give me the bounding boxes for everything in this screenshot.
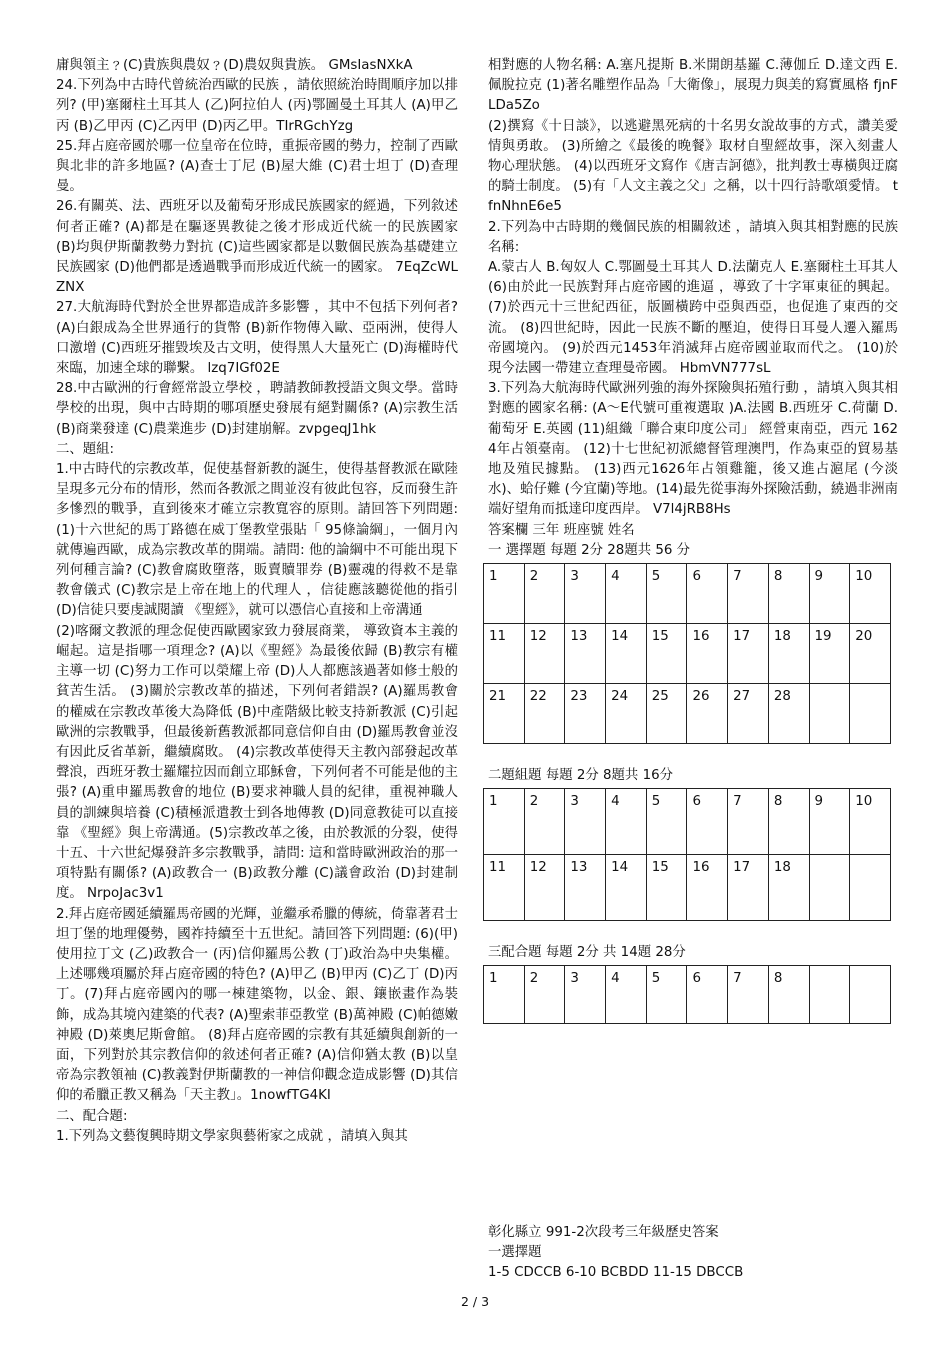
answer-cell[interactable]: 17 [728, 855, 769, 921]
left-paragraph: 1.下列為文藝復興時期文學家與藝術家之成就 ，請填入與其 [56, 1128, 408, 1144]
left-paragraph: 二、題組: [56, 441, 115, 457]
answer-cell[interactable]: 27 [728, 684, 769, 744]
answer-cell[interactable]: 3 [565, 789, 606, 855]
right-paragraph: 3.下列為大航海時代歐洲列強的海外探險與拓殖行動 ，請填入與其相對應的國家名稱: (A～E代號可重複選取 )A.法國 B.西班牙 C.荷蘭 D.葡萄牙 E.英國 (11)組織「聯合東印度公司」 經營東南亞，西元 1624年占領臺南。 (12)十七世紀初派總督管理澳門，作為東亞的貿易基地及殖民據點。 (13)西元1626年占領雞籠，後又進占滬尾 (今淡水)、蛤仔難 (今宜蘭)等地。(14)最先從事海外探險活動，繞過非洲南端好望角而抵達印度西岸。 V7l4jRB8Hs [488, 381, 898, 518]
answer-cell[interactable]: 16 [687, 855, 728, 921]
left-paragraph: (2)喀爾文教派的理念促使西歐國家致力發展商業， 導致資本主義的崛起。這是指哪一項理念? (A)以《聖經》為最後依歸 (B)教宗有權主導一切 (C)努力工作可以榮耀上帝 (D)人人都應該過著如修士般的貧苦生活。 (3)關於宗教改革的描述，下列何者錯誤? (A)羅馬教會的權威在宗教改革後大為降低 (B)中產階級比較支持新教派 (C)引起歐洲的宗教戰爭，但最後新舊教派都同意信仰自由 (D)羅馬教會並沒有因此反省革新，繼續腐敗。 (4)宗教改革使得天主教內部發起改革聲浪，西班牙教士羅耀拉因而創立耶穌會，下列何者不可能是他的主張? (A)重申羅馬教會的地位 (B)要求神職人員的紀律，重視神職人員的訓練與培養 (C)積極派遣教士到各地傳教 (D)同意教徒可以直接靠 《聖經》與上帝溝通。(5)宗教改革之後，由於教派的分裂，使得十五、十六世紀爆發許多宗教戰爭，請問: 這和當時歐洲政治的那一項特點有關係? (A)政教合一 (B)政教分離 (C)議會政治 (D)封建制度。 NrpoJac3v1 [56, 623, 458, 902]
answer-cell[interactable]: 7 [728, 564, 769, 624]
answer-cell[interactable]: 14 [606, 624, 647, 684]
answer-cell[interactable]: 9 [809, 789, 850, 855]
answer-cell[interactable]: 24 [606, 684, 647, 744]
answer-sheet [488, 541, 898, 1025]
answer-cell[interactable]: 4 [606, 966, 647, 1024]
right-paragraph: 2.下列為中古時期的幾個民族的相關敘述 ，請填入與其相對應的民族名稱: [488, 219, 898, 255]
answer-cell[interactable]: 10 [850, 789, 891, 855]
answer-cell[interactable]: 11 [484, 624, 525, 684]
answer-cell[interactable]: 3 [565, 564, 606, 624]
answer-cell[interactable] [809, 966, 850, 1024]
answer-cell[interactable]: 16 [687, 624, 728, 684]
answer-cell[interactable]: 28 [768, 684, 809, 744]
answer-cell[interactable]: 2 [524, 966, 565, 1024]
answer-key-line: 1-5 CDCCB 6-10 BCBDD 11-15 DBCCB [488, 1265, 744, 1281]
left-paragraph: 2.拜占庭帝國延續羅馬帝國的光輝，並繼承希臘的傳統，倚靠著君士坦丁堡的地理優勢，國祚持續至十五世紀。請回答下列問題: (6)(甲)使用拉丁文 (乙)政教合一 (丙)信仰羅馬公教 (丁)政治為中央集權。上述哪幾項屬於拜占庭帝國的特色? (A)甲乙 (B)甲丙 (C)乙丁 (D)丙丁。(7)拜占庭帝國內的哪一棟建築物，以金、銀、鑲嵌畫作為裝飾，成為其境內建築的代表? (A)聖索菲亞教堂 (B)萬神殿 (C)帕德嫩神殿 (D)萊奧尼斯會館。 (8)拜占庭帝國的宗教有其延續與創新的一面，下列對於其宗教信仰的敘述何者正確? (A)信仰猶太教 (B)以皇帝為宗教領袖 (C)教義對伊斯蘭教的一神信仰觀念造成影響 (D)其信仰的希臘正教又稱為「天主教」。1nowfTG4KI [56, 906, 458, 1104]
answer-cell[interactable]: 21 [484, 684, 525, 744]
answer-cell[interactable] [850, 966, 891, 1024]
answer-section-label: 二題組題 每題 2分 8題共 16分 [488, 768, 674, 784]
answer-cell[interactable]: 1 [484, 966, 525, 1024]
answer-cell[interactable]: 15 [646, 624, 687, 684]
left-paragraph: 27.大航海時代對於全世界都造成許多影響 ，其中不包括下列何者? (A)白銀成為全世界通行的貨幣 (B)新作物傳入歐、亞兩洲，使得人口激增 (C)西班牙摧毀埃及古文明，使得黑人大量死亡 (D)海權時代來臨，加速全球的聯繫。 lzq7IGf02E [56, 300, 458, 377]
answer-cell[interactable]: 6 [687, 966, 728, 1024]
answer-cell[interactable]: 7 [728, 966, 769, 1024]
answer-cell[interactable]: 10 [850, 564, 891, 624]
answer-cell[interactable]: 11 [484, 855, 525, 921]
right-paragraph: (2)撰寫《十日談》，以逃避黑死病的十名男女說故事的方式，讚美愛情與勇敢。 (3)所繪之《最後的晚餐》取材自聖經故事，深入刻畫人物心理狀態。 (4)以西班牙文寫作《唐吉訶德》，批判教士專橫與迂腐的騎士制度。 (5)有「人文主義之父」之稱，以十四行詩歌頌愛情。 tfnNhnE6e5 [488, 118, 898, 215]
answer-cell[interactable]: 25 [646, 684, 687, 744]
answer-cell[interactable]: 1 [484, 564, 525, 624]
answer-cell[interactable]: 3 [565, 966, 606, 1024]
left-paragraph: 25.拜占庭帝國於哪一位皇帝在位時，重振帝國的勢力，控制了西歐與北非的許多地區? (A)查士丁尼 (B)屋大維 (C)君士坦丁 (D)查理曼。 [56, 138, 458, 195]
left-paragraph: 28.中古歐洲的行會經常設立學校 ，聘請教師教授語文與文學。當時學校的出現，與中古時期的哪項歷史發展有絕對關係? (A)宗教生活 (B)商業發達 (C)農業進步 (D)封建崩解。zvpgeqJ1hk [56, 381, 458, 437]
answer-key-subtitle: 一選擇題 [488, 1245, 542, 1261]
answer-cell[interactable]: 6 [687, 564, 728, 624]
answer-section-label: 一 選擇題 每題 2分 28題共 56 分 [488, 542, 691, 558]
answer-section-label: 三配合題 每題 2分 共 14題 28分 [488, 945, 686, 961]
right-column-text [488, 56, 898, 521]
right-paragraph: 相對應的人物名稱: A.塞凡提斯 B.米開朗基羅 C.薄伽丘 D.達文西 E.佩脫拉克 (1)著名雕塑作品為「大衛像」，展現力與美的寫實風格 fjnFLDa5Zo [488, 58, 898, 114]
answer-cell[interactable]: 13 [565, 855, 606, 921]
right-column [488, 56, 898, 1024]
answer-cell[interactable]: 19 [809, 624, 850, 684]
answer-cell[interactable]: 5 [646, 564, 687, 624]
answer-cell[interactable]: 18 [768, 855, 809, 921]
answer-cell[interactable] [809, 684, 850, 744]
answer-cell[interactable]: 4 [606, 564, 647, 624]
answer-cell[interactable]: 22 [524, 684, 565, 744]
answer-key [488, 1223, 743, 1284]
answer-grid [483, 788, 891, 921]
right-paragraph: A.蒙古人 B.匈奴人 C.鄂圖曼土耳其人 D.法蘭克人 E.塞爾柱土耳其人 (6)由於此一民族對拜占庭帝國的進逼 ，導致了十字軍東征的興起。 (7)於西元十三世紀西征，版圖橫跨中亞與西亞，也促進了東西的交流。 (8)四世紀時，因此一民族不斷的壓迫，使得日耳曼人遷入羅馬帝國境內。 (9)於西元1453年消滅拜占庭帝國並取而代之。 (10)於現今法國一帶建立查理曼帝國。 HbmVN777sL [488, 260, 898, 377]
answer-cell[interactable]: 1 [484, 789, 525, 855]
answer-cell[interactable] [850, 684, 891, 744]
answer-cell[interactable] [850, 855, 891, 921]
answer-cell[interactable]: 13 [565, 624, 606, 684]
answer-cell[interactable]: 8 [768, 564, 809, 624]
answer-cell[interactable]: 20 [850, 624, 891, 684]
answer-grid [483, 965, 891, 1024]
answer-cell[interactable]: 7 [728, 789, 769, 855]
answer-cell[interactable] [809, 855, 850, 921]
answer-key-title: 彰化縣立 991-2次段考三年級歷史答案 [488, 1225, 719, 1240]
answer-cell[interactable]: 18 [768, 624, 809, 684]
left-paragraph: 1.中古時代的宗教改革，促使基督新教的誕生，使得基督教派在歐陸呈現多元分布的情形，然而各教派之間並沒有彼此包容，反而發生許多慘烈的戰爭，直到後來才確立宗教寬容的原則。請回答下列問題: (1)十六世紀的馬丁路德在威丁堡教堂張貼「 95條論綱」，一個月內就傳遍西歐，成為宗教改革的開端。請問: 他的論綱中不可能出現下列何種言論? (C)教會腐敗墮落，販賣贖罪券 (B)靈魂的得救不是靠教會儀式 (C)教宗是上帝在地上的代理人 ，信徒應該聽從他的指引 (D)信徒只要虔誠閱讀 《聖經》，就可以憑信心直接和上帝溝通 [56, 462, 458, 619]
answer-cell[interactable]: 26 [687, 684, 728, 744]
answer-cell[interactable]: 2 [524, 789, 565, 855]
answer-cell[interactable]: 12 [524, 624, 565, 684]
answer-cell[interactable]: 15 [646, 855, 687, 921]
answer-cell[interactable]: 5 [646, 789, 687, 855]
answer-cell[interactable]: 14 [606, 855, 647, 921]
answer-grid [483, 563, 891, 744]
answer-cell[interactable]: 5 [646, 966, 687, 1024]
left-paragraph: 24.下列為中古時代曾統治西歐的民族 ，請依照統治時間順序加以排列? (甲)塞爾柱土耳其人 (乙)阿拉伯人 (丙)鄂圖曼土耳其人 (A)甲乙丙 (B)乙甲丙 (C)乙丙甲 (D)丙乙甲。TIrRGchYzg [56, 78, 458, 134]
left-paragraph: 二、配合題: [56, 1108, 128, 1124]
answer-cell[interactable]: 8 [768, 966, 809, 1024]
answer-cell[interactable]: 6 [687, 789, 728, 855]
answer-cell[interactable]: 2 [524, 564, 565, 624]
left-paragraph: 26.有關英、法、西班牙以及葡萄牙形成民族國家的經過，下列敘述何者正確? (A)都是在驅逐異教徒之後才形成近代統一的民族國家 (B)均與伊斯蘭教勢力對抗 (C)這些國家都是以數個民族為基礎建立民族國家 (D)他們都是透過戰爭而形成近代統一的國家。 7EqZcWLZNX [56, 199, 458, 296]
answer-cell[interactable]: 9 [809, 564, 850, 624]
answer-sheet-header: 答案欄 三年 班座號 姓名 [488, 522, 635, 538]
answer-cell[interactable]: 8 [768, 789, 809, 855]
left-paragraph: 庸與領主﹖(C)貴族與農奴﹖(D)農奴與貴族。 GMsIasNXkA [56, 58, 413, 73]
page-number: 2 / 3 [460, 1294, 490, 1309]
left-column [56, 56, 458, 1147]
answer-cell[interactable]: 23 [565, 684, 606, 744]
answer-cell[interactable]: 4 [606, 789, 647, 855]
answer-cell[interactable]: 17 [728, 624, 769, 684]
answer-cell[interactable]: 12 [524, 855, 565, 921]
